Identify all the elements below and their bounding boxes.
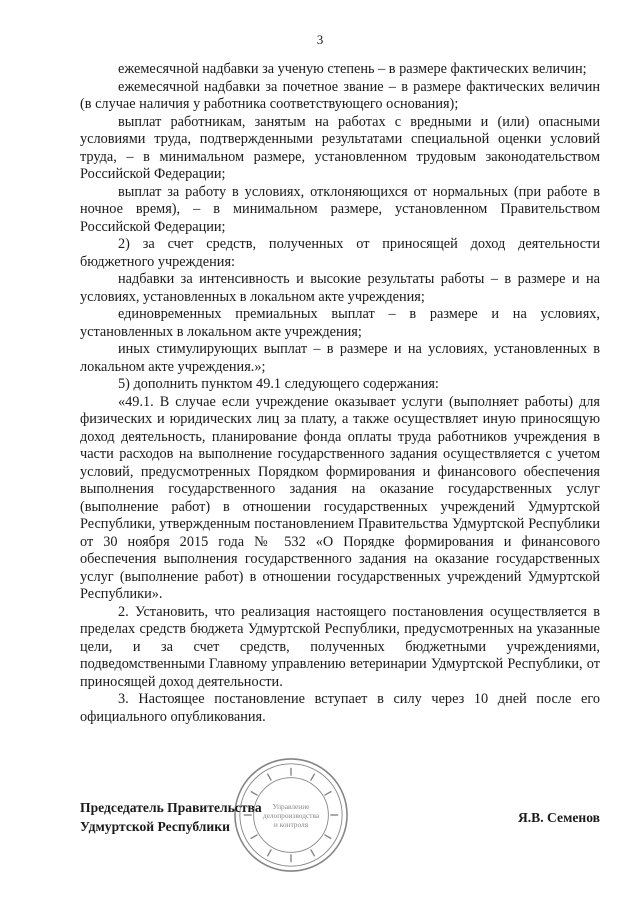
stamp-text-line: делопроизводства (262, 810, 320, 820)
stamp-text-line: и контроля (273, 819, 309, 829)
page-number: 3 (316, 32, 324, 47)
stamp-text-line: Управление (272, 802, 310, 812)
paragraph: 5) дополнить пунктом 49.1 следующего содержания: (118, 376, 439, 392)
paragraph: 2. Установить, что реализация настоящего постановления осуществляется в пределах средств бюджета Удмуртской Республики, предусмотренных на указанные цели, и за счет средств, полученных бюджетными учреждениями, подведомственными Главному управлению ветеринарии Удмуртской Республики, от приносящей доход деятельности. (80, 603, 600, 690)
paragraph: выплат работникам, занятым на работах с вредными и (или) опасными условиями труда, подтвержденными результатами специальной оценки условий труда, – в минимальном размере, установленном трудовым законодательством Российской Федерации; (80, 113, 600, 182)
paragraph: надбавки за интенсивность и высокие результаты работы – в размере и на условиях, установленных в локальном акте учреждения; (80, 271, 600, 305)
signature-title (80, 798, 262, 836)
signature-name: Я.В. Семенов (517, 810, 600, 825)
paragraph: 3. Настоящее постановление вступает в силу через 10 дней после его официального опубликования. (80, 691, 600, 725)
paragraph: выплат за работу в условиях, отклоняющихся от нормальных (при работе в ночное время), – в минимальном размере, установленном Правительством Российской Федерации; (80, 183, 600, 235)
paragraph: иных стимулирующих выплат – в размере и на условиях, установленных в локальном акте учреждения.»; (80, 341, 600, 375)
paragraph: ежемесячной надбавки за ученую степень – в размере фактических величин; (118, 61, 587, 77)
signature-title-line: Председатель Правительства (80, 800, 262, 815)
document-body (80, 61, 600, 726)
paragraph: единовременных премиальных выплат – в размере и на условиях, установленных в локальном акте учреждения; (80, 306, 600, 340)
signature-title-line: Удмуртской Республики (80, 819, 230, 834)
paragraph: «49.1. В случае если учреждение оказывает услуги (выполняет работы) для физических и юридических лиц за плату, а также осуществляет иную приносящую доход деятельность, планирование фонда оплаты труда работников учреждения в части расходов на выполнение государственного задания осуществляется с учетом условий, предусмотренных Порядком формирования и финансового обеспечения выполнения государственного задания на оказание государственных услуг (выполнение работ) в отношении государственных учреждений Удмуртской Республики, утвержденным постановлением Правительства Удмуртской Республики от 30 ноября 2015 года № 532 «О Порядке формирования и финансового обеспечения выполнения государственного задания на оказание государственных услуг (выполнение работ) в отношении государственных учреждений Удмуртской Республики». (80, 393, 600, 602)
paragraph: 2) за счет средств, полученных от приносящей доход деятельности бюджетного учреждения: (80, 236, 600, 270)
paragraph: ежемесячной надбавки за почетное звание – в размере фактических величин (в случае наличия у работника соответствующего основания); (80, 78, 600, 112)
